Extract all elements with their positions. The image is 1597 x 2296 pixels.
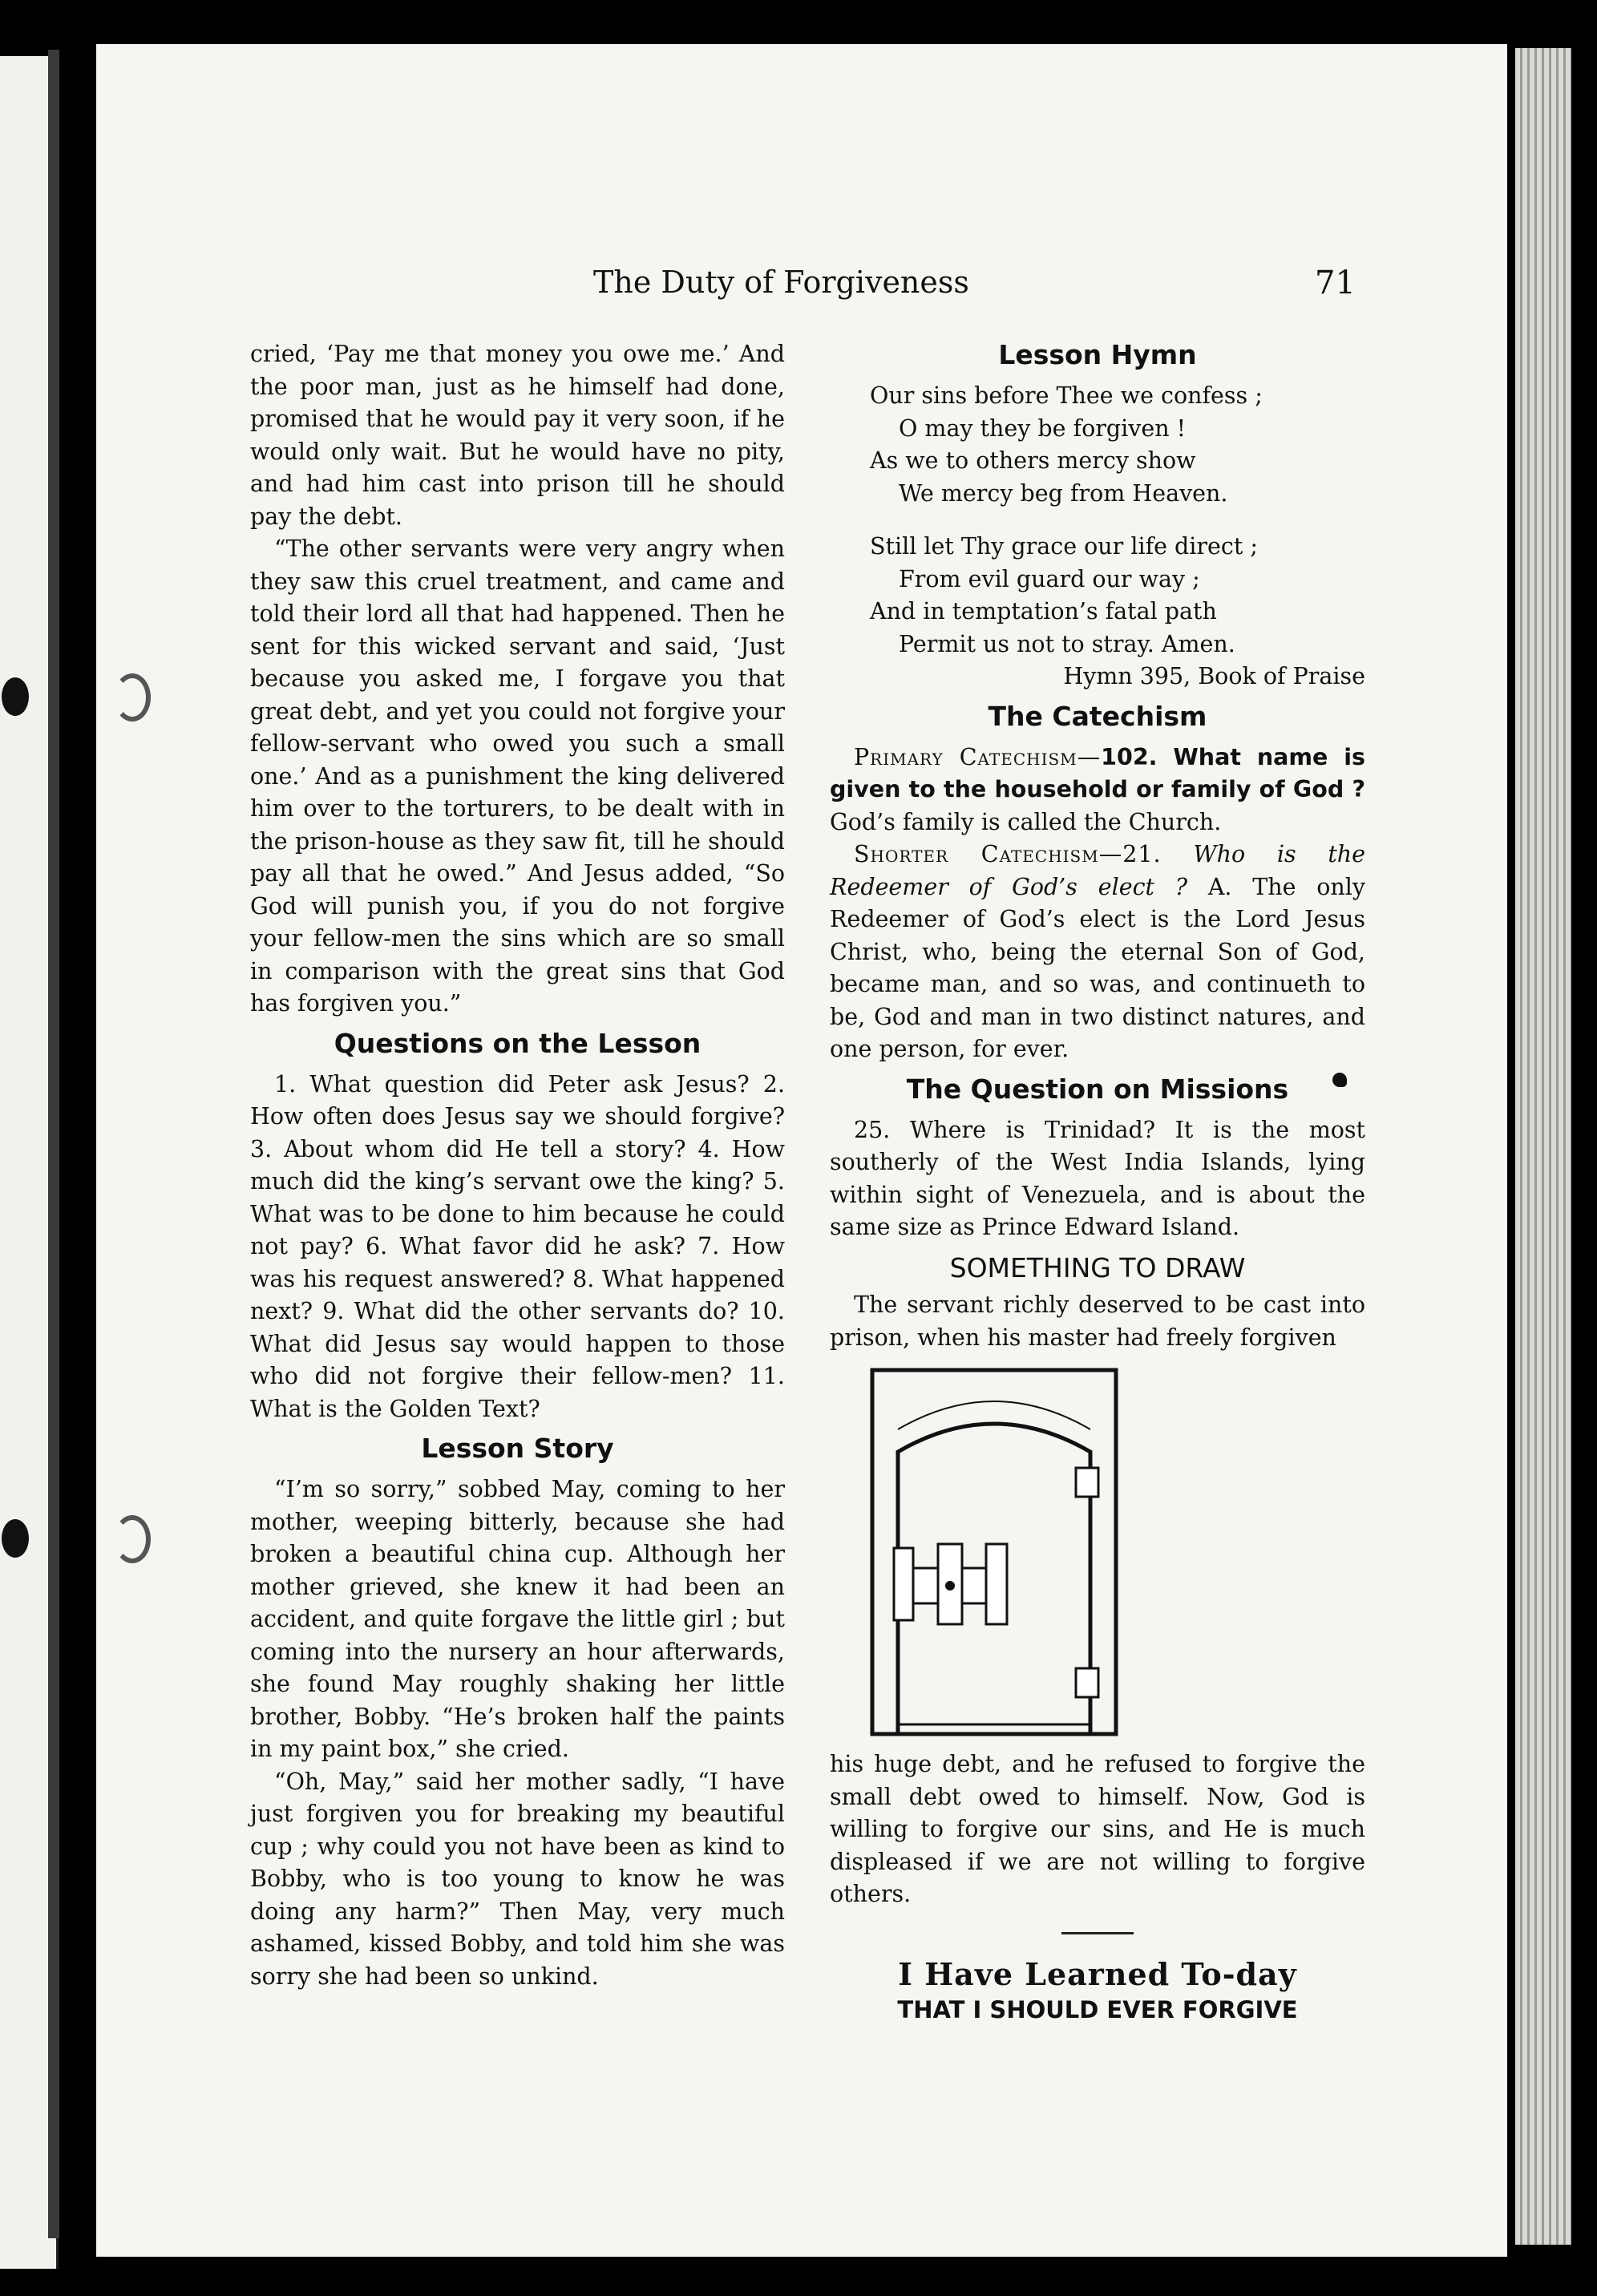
draw-text-after: his huge debt, and he refused to forgive the small debt owed to himself. Now, God is willing to forgive our sins, and He is much displeased if we are not willing to forgive others.	[830, 1751, 1365, 1907]
running-header: The Duty of Forgiveness	[593, 265, 969, 300]
ink-blot	[1332, 1073, 1347, 1087]
story-paragraph: “The other servants were very angry when they saw this cruel treatment, and came and told their lord all that had happened. Then he sent for this wicked servant and said, ‘Just because you asked me, I forgave you that great debt, and yet you could not forgive your fellow-servant who owed you such a small one.’ And as a punishment the king delivered him over to the torturers, to be dealt with in the prison-house as they saw fit, till he should pay all that he owed.” And Jesus added, “So God will punish you, if you do not forgive your fellow-men the sins which are so small in comparison with the great sins that God has forgiven you.”	[250, 536, 785, 1017]
lesson-story-paragraph-2: “Oh, May,” said her mother sadly, “I have just forgiven you for breaking my beautiful cup ; why could you not have been as kind to Bobby, who is too young to know he was doing any harm?” Then May, very much ashamed, kissed Bobby, and told him she was sorry she had been so unkind.	[250, 1768, 785, 1990]
divider-rule	[1061, 1932, 1134, 1934]
ring-mark-top	[114, 673, 151, 722]
shorter-catechism	[830, 839, 1365, 1066]
binding-shadow	[48, 50, 59, 2238]
primary-catechism-label: Primary Catechism—	[854, 743, 1102, 770]
catechism-heading: The Catechism	[988, 700, 1207, 732]
hymn-line: As we to others mercy show	[870, 447, 1196, 474]
prison-door-illustration	[866, 1364, 1122, 1740]
left-column	[250, 338, 785, 1993]
hymn-line: O may they be forgiven !	[899, 414, 1187, 442]
hymn-line: From evil guard our way ;	[899, 565, 1200, 592]
hymn-attribution: Hymn 395, Book of Praise	[1063, 663, 1365, 689]
hymn-line: And in temptation’s fatal path	[870, 598, 1217, 625]
hymn-line: Our sins before Thee we confess ;	[870, 382, 1263, 409]
ring-mark-bottom	[114, 1515, 151, 1563]
hymn-line: Permit us not to stray. Amen.	[899, 630, 1235, 657]
questions-heading: Questions on the Lesson	[334, 1027, 701, 1059]
hymn-verse-1	[870, 380, 1365, 510]
primary-catechism	[830, 742, 1365, 839]
hymn-verse-2	[870, 531, 1365, 661]
page-stack-edge	[1515, 48, 1571, 2245]
learned-today-text: THAT I SHOULD EVER FORGIVE	[897, 1996, 1298, 2023]
hymn-line: Still let Thy grace our life direct ;	[870, 533, 1258, 560]
binder-hole-top	[2, 677, 29, 716]
lesson-hymn-heading: Lesson Hymn	[998, 339, 1197, 370]
story-continuation: cried, ‘Pay me that money you owe me.’ And the poor man, just as he himself had done, promised that he would pay it very soon, if he would only wait. But he would have no pity, and had him cast into prison till he should pay the debt.	[250, 341, 785, 530]
binder-hole-bottom	[2, 1519, 29, 1558]
page-number: 71	[1315, 265, 1356, 301]
learned-today-heading: I Have Learned To-day	[898, 1955, 1297, 1992]
lesson-story-paragraph-1: “I’m so sorry,” sobbed May, coming to her mother, weeping bitterly, because she had broken a beautiful china cup. Although her mother grieved, she knew it had been an accident, and quite forgave the little girl ; but coming into the nursery an hour afterwards, she found May roughly shaking her little brother, Bobby. “He’s broken half the paints in my paint box,” she cried.	[250, 1476, 785, 1762]
draw-text-before: The servant richly deserved to be cast into prison, when his master had freely forgiven	[830, 1292, 1365, 1351]
primary-catechism-question: 102. What name is given to the household or family of God ?	[830, 743, 1365, 802]
shorter-catechism-label: Shorter Catechism—21.	[854, 841, 1162, 867]
primary-catechism-answer: God’s family is called the Church.	[830, 808, 1222, 835]
hymn-line: We mercy beg from Heaven.	[899, 479, 1228, 507]
missions-text: 25. Where is Trinidad? It is the most southerly of the West India Islands, lying within sight of Venezuela, and is about the same size as Prince Edward Island.	[830, 1116, 1365, 1240]
lesson-story-heading: Lesson Story	[421, 1433, 614, 1464]
right-column	[830, 338, 1365, 2027]
something-to-draw-heading: SOMETHING TO DRAW	[949, 1251, 1246, 1283]
shorter-catechism-answer: A. The only Redeemer of God’s elect is the Lord Jesus Christ, who, being the eternal Son of God, became man, and so was, and continueth to be, God and man in two distinct natures, and one person, for ever.	[830, 873, 1365, 1062]
shorter-catechism-question: Who is the Redeemer of God’s elect ?	[830, 841, 1366, 900]
questions-list: 1. What question did Peter ask Jesus? 2. How often does Jesus say we should forgive? 3. About whom did He tell a story? 4. How much did the king’s servant owe the king? 5. What was to be done to him because he could not pay? 6. What favor did he ask? 7. How was his request answered? 8. What happened next? 9. What did the other servants do? 10. What did Jesus say would happen to those who did not forgive their fellow-men? 11. What is the Golden Text?	[250, 1070, 785, 1422]
missions-heading: The Question on Missions	[906, 1073, 1289, 1105]
